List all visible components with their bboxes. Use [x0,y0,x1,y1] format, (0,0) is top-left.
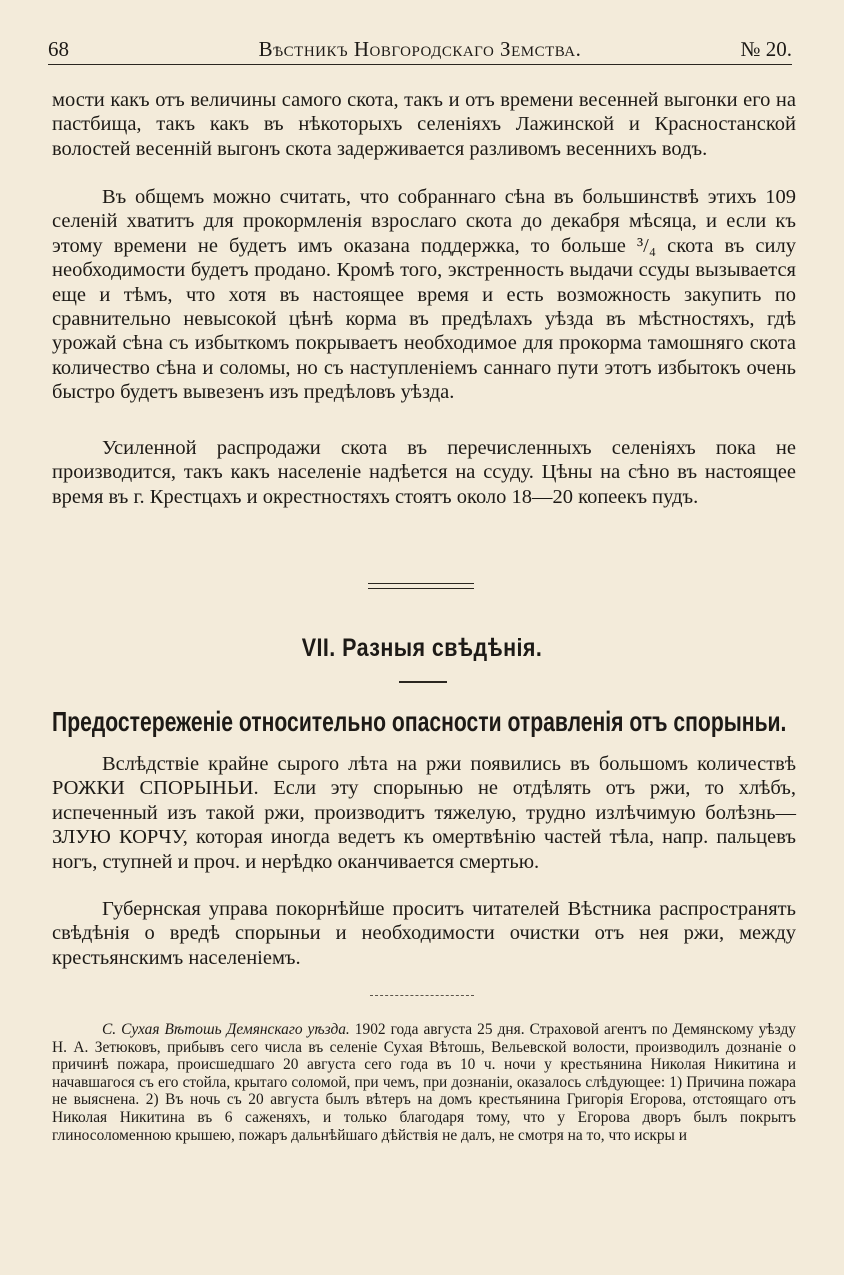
heading-rule [399,681,447,683]
page-header [48,34,792,65]
note-text: 1902 года августа 25 дня. Страховой агентъ по Демянскому уѣзду Н. А. Зетюковъ, прибывъ сего числа въ селеніе Сухая Вѣтошь, Вельевской волости, производилъ дознаніе о причинѣ пожара, происшедшаго 20 августа сего года въ 10 ч. ночи у крестьянина Николая Никитина и начавшагося съ его стойла, крытаго соломой, при чемъ, при дознаніи, оказалось слѣдующее: 1) Причина пожара не выяснена. 2) Въ ночь съ 20 августа былъ вѣтеръ на домъ крестьянина Григорія Егорова, отстоящаго отъ Николая Никитина въ 6 саженяхъ, и только благодаря тому, что у Егорова дворъ былъ покрытъ глиносоломенною крышею, пожаръ дальнѣйшаго дѣйствія не далъ, не смотря на то, что искры и [52,1021,796,1144]
fire-report-note [52,1021,796,1144]
note-place: С. Сухая Вѣтошь Демянскаго уѣзда. [102,1021,350,1038]
paragraph-prices: Усиленной распродажи скота въ перечисленныхъ селеніяхъ пока не производится, такъ какъ населеніе надѣется на ссуду. Цѣны на сѣно въ настоящее время въ г. Крестцахъ и окрестностяхъ стоятъ около 18—20 копеекъ пудъ. [52,437,796,508]
journal-title: Вѣстникъ Новгородскаго Земства. [258,37,582,61]
ornament-divider [370,995,474,996]
article-title: Предостереженіе относительно опасности отравленія отъ спорыньи. [52,706,787,737]
paragraph-continued: мости какъ отъ величины самого скота, такъ и отъ времени весенней выгонки его на пастбища, такъ какъ въ нѣкоторыхъ селеніяхъ Лажинской и Красностанской волостей весенній выгонъ скота задерживается разливомъ весеннихъ водъ. [52,89,796,160]
issue-number: № 20. [740,37,792,61]
paragraph-hay-supply: Въ общемъ можно считать, что собраннаго сѣна въ большинствѣ этихъ 109 селеній хватитъ для прокормленія взрослаго скота до декабря мѣсяца, и если къ этому времени не будетъ имъ оказана поддержка, то больше ³/₄ скота въ силу необходимости будетъ продано. Кромѣ того, экстренность выдачи ссуды вызывается еще и тѣмъ, что хотя въ настоящее время и есть возможность закупить по сравнительно невысокой цѣнѣ корма въ предѣлахъ уѣзда въ мѣстностяхъ, гдѣ урожай сѣна съ избыткомъ покрываетъ необходимое для прокорма тамошняго скота количество сѣна и соломы, но съ наступленіемъ саннаго пути этотъ избытокъ очень быстро будетъ вывезенъ изъ предѣловъ уѣзда. [52,186,796,404]
article-paragraph-2: Губернская управа покорнѣйше проситъ читателей Вѣстника распространять свѣдѣнія о вредѣ спорыньи и необходимости очистки отъ нея ржи, между крестьянскимъ населеніемъ. [52,898,796,969]
section-separator [368,583,474,589]
page-number: 68 [48,37,69,61]
article-paragraph-1: Вслѣдствіе крайне сырого лѣта на ржи появились въ большомъ количествѣ РОЖКИ СПОРЫНЬИ. Если эту спорынью не отдѣлять отъ ржи, то хлѣбъ, испеченный изъ такой ржи, производитъ тяжелую, трудно излѣчимую болѣзнь—ЗЛУЮ КОРЧУ, которая иногда ведетъ къ омертвѣнію частей тѣла, напр. пальцевъ ногъ, ступней и проч. и нерѣдко оканчивается смертью. [52,753,796,873]
section-heading: VII. Разныя свѣдѣнія. [301,634,543,662]
